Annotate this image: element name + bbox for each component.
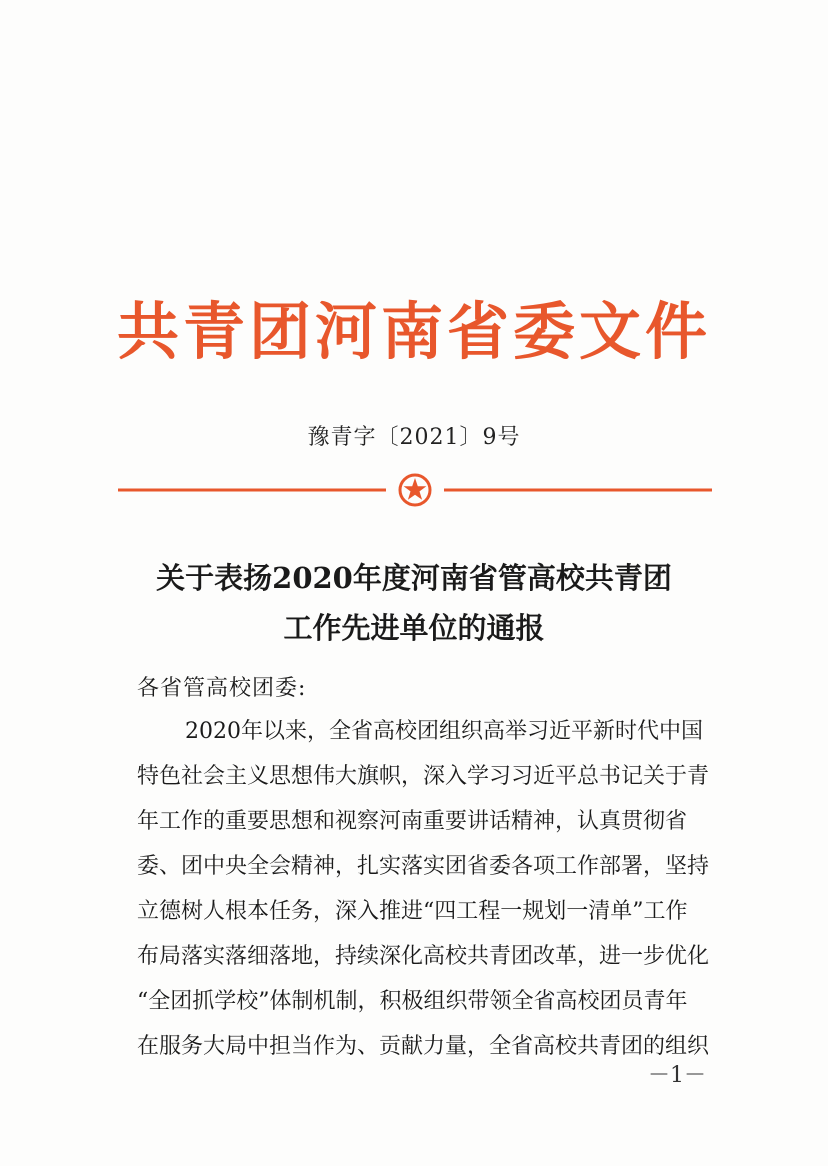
body-line: 特色社会主义思想伟大旗帜，深入学习习近平总书记关于青 — [137, 764, 710, 789]
body-line: 年工作的重要思想和视察河南重要讲话精神，认真贯彻省 — [137, 809, 688, 834]
body-line: 布局落实落细落地，持续深化高校共青团改革，进一步优化 — [137, 944, 710, 969]
masthead-title: 共青团河南省委文件 — [116, 295, 711, 368]
page-number: －1－ — [648, 1063, 706, 1088]
document-title-line-1: 关于表扬2020年度河南省管高校共青团 — [156, 561, 672, 595]
salutation: 各省管高校团委: — [137, 676, 307, 701]
body-line: “全团抓学校”体制机制，积极组织带领全省高校团员青年 — [137, 989, 688, 1014]
body-line: 在服务大局中担当作为、贡献力量，全省高校共青团的组织 — [137, 1034, 710, 1059]
document-title-line-2: 工作先进单位的通报 — [283, 611, 545, 645]
star-emblem-icon — [400, 475, 430, 505]
body-line: 2020年以来，全省高校团组织高举习近平新时代中国 — [185, 719, 703, 744]
header-divider — [118, 470, 712, 510]
body-line: 立德树人根本任务，深入推进“四工程一规划一清单”工作 — [137, 899, 688, 924]
body-line: 委、团中央全会精神，扎实落实团省委各项工作部署，坚持 — [137, 854, 710, 879]
document-number: 豫青字〔2021〕9号 — [307, 425, 521, 450]
body-paragraph — [137, 709, 710, 1069]
